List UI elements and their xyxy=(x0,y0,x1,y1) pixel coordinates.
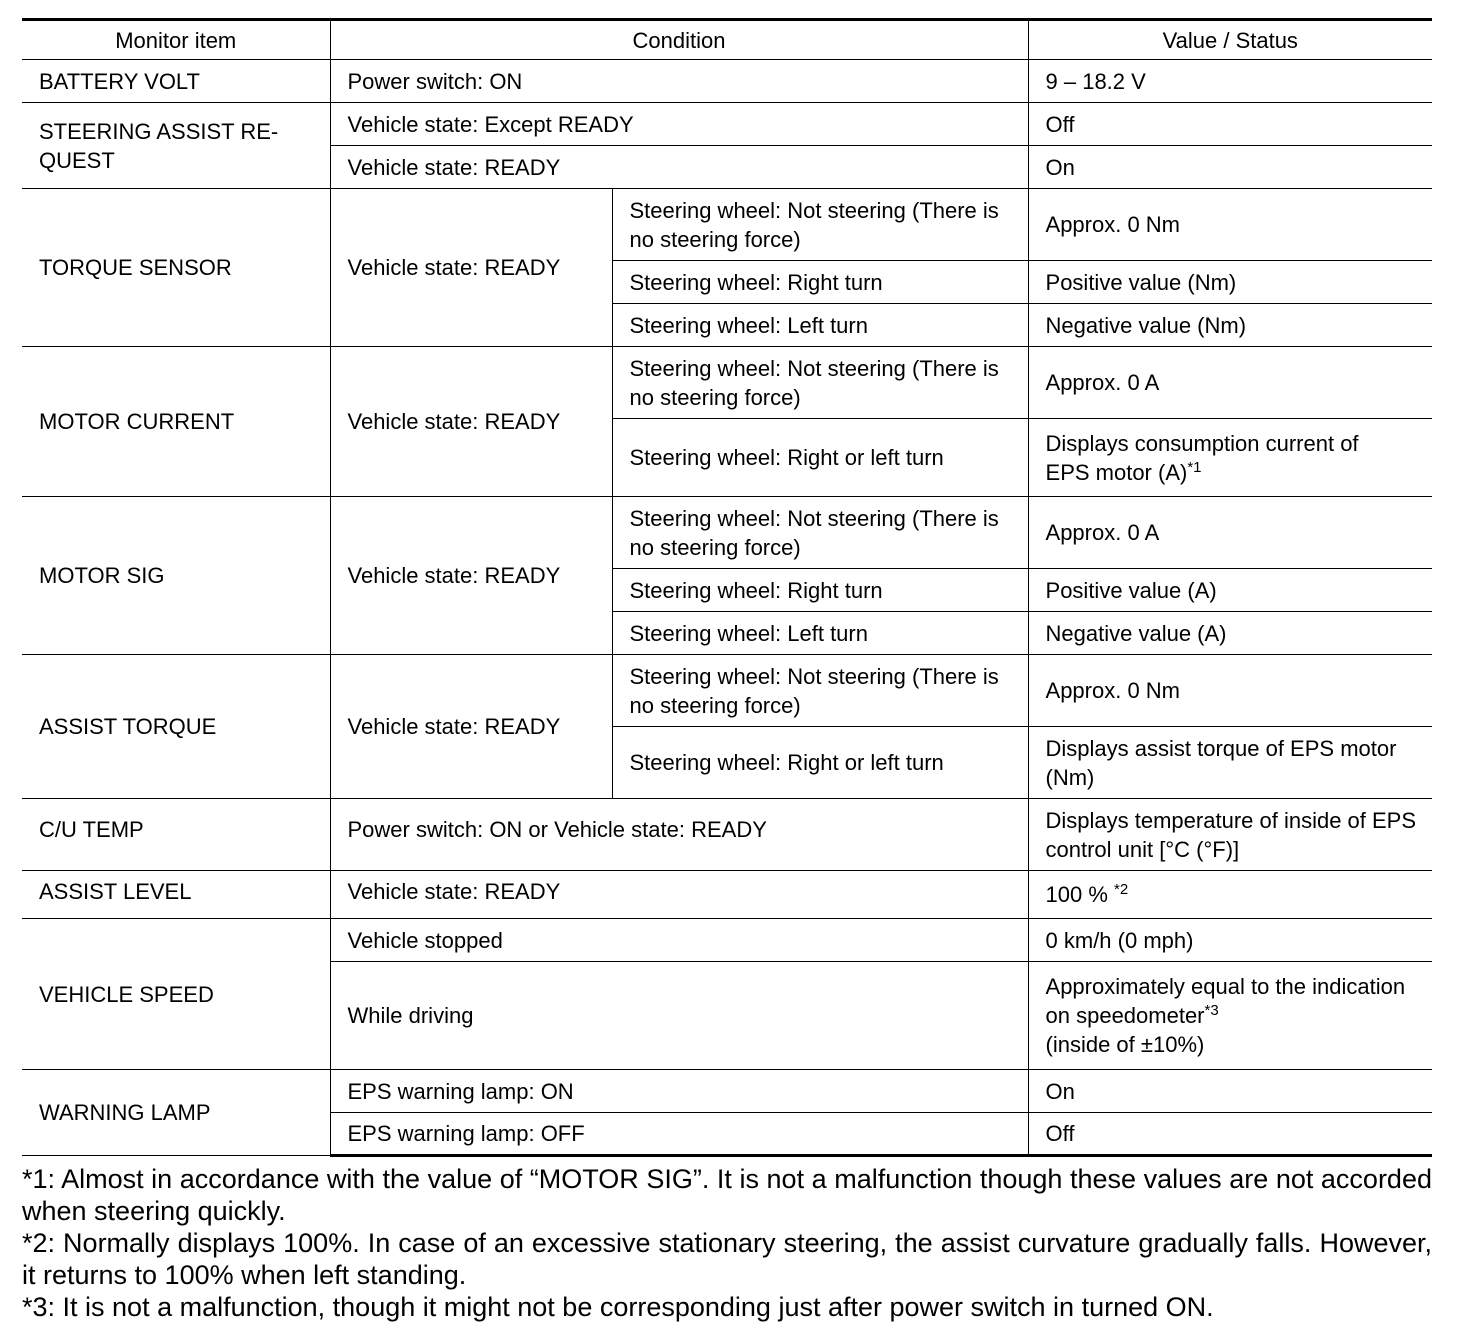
item-steering-assist-request xyxy=(22,103,330,189)
item-assist-level: ASSIST LEVEL xyxy=(22,871,330,919)
condition-cell: While driving xyxy=(330,962,1028,1070)
footnote-ref: *3 xyxy=(1204,1002,1219,1019)
header-monitor-item: Monitor item xyxy=(22,20,330,60)
table-row xyxy=(22,919,1432,962)
sub-condition-cell: Steering wheel: Right turn xyxy=(612,261,1028,304)
value-cell: Approx. 0 Nm xyxy=(1028,189,1432,261)
item-motor-current: MOTOR CURRENT xyxy=(22,347,330,497)
item-motor-sig: MOTOR SIG xyxy=(22,497,330,655)
value-cell: Negative value (A) xyxy=(1028,612,1432,655)
value-cell: Displays temperature of inside of EPS control unit [°C (°F)] xyxy=(1028,799,1432,871)
item-battery-volt: BATTERY VOLT xyxy=(22,60,330,103)
sub-condition-cell: Steering wheel: Not steering (There is no steering force) xyxy=(612,655,1028,727)
sub-condition-cell: Steering wheel: Not steering (There is no steering force) xyxy=(612,189,1028,261)
condition-cell: Vehicle state: READY xyxy=(330,347,612,497)
table-row xyxy=(22,799,1432,871)
footnotes xyxy=(22,1163,1432,1323)
condition-cell: Vehicle state: READY xyxy=(330,871,1028,919)
value-line: (inside of ±10%) xyxy=(1045,1032,1205,1057)
sub-condition-cell: Steering wheel: Left turn xyxy=(612,612,1028,655)
value-cell: 0 km/h (0 mph) xyxy=(1028,919,1432,962)
condition-cell: Vehicle state: READY xyxy=(330,189,612,347)
condition-cell: Vehicle state: READY xyxy=(330,146,1028,189)
value-cell: Positive value (A) xyxy=(1028,569,1432,612)
condition-cell: Vehicle state: READY xyxy=(330,655,612,799)
condition-cell: EPS warning lamp: OFF xyxy=(330,1113,1028,1156)
sub-condition-cell: Steering wheel: Left turn xyxy=(612,304,1028,347)
sub-condition-cell: Steering wheel: Not steering (There is no steering force) xyxy=(612,347,1028,419)
table-row xyxy=(22,347,1432,419)
monitor-document xyxy=(22,18,1432,1323)
value-cell xyxy=(1028,871,1432,919)
condition-cell: EPS warning lamp: ON xyxy=(330,1070,1028,1113)
footnote-1: *1: Almost in accordance with the value of “MOTOR SIG”. It is not a malfunction though these values are not accorded when steering quickly. xyxy=(22,1164,1432,1226)
value-cell: Positive value (Nm) xyxy=(1028,261,1432,304)
table-row xyxy=(22,60,1432,103)
sub-condition-cell: Steering wheel: Right turn xyxy=(612,569,1028,612)
item-warning-lamp: WARNING LAMP xyxy=(22,1070,330,1156)
table-row xyxy=(22,497,1432,569)
condition-cell: Power switch: ON or Vehicle state: READY xyxy=(330,799,1028,871)
header-value-status: Value / Status xyxy=(1028,20,1432,60)
value-cell: On xyxy=(1028,1070,1432,1113)
condition-cell: Vehicle stopped xyxy=(330,919,1028,962)
value-cell xyxy=(1028,962,1432,1070)
footnote-2: *2: Normally displays 100%. In case of an excessive stationary steering, the assist curvature gradually falls. However, it returns to 100% when left standing. xyxy=(22,1228,1432,1290)
value-line: on speedometer xyxy=(1045,1003,1205,1028)
value-text: 100 % xyxy=(1045,882,1108,907)
value-cell: On xyxy=(1028,146,1432,189)
condition-cell: Power switch: ON xyxy=(330,60,1028,103)
sub-condition-cell: Steering wheel: Right or left turn xyxy=(612,727,1028,799)
item-line: QUEST xyxy=(39,147,115,173)
value-cell: 9 – 18.2 V xyxy=(1028,60,1432,103)
footnote-ref: *1 xyxy=(1187,458,1202,476)
condition-cell: Vehicle state: READY xyxy=(330,497,612,655)
table-row xyxy=(22,189,1432,261)
item-vehicle-speed: VEHICLE SPEED xyxy=(22,919,330,1070)
header-condition: Condition xyxy=(330,20,1028,60)
header-row xyxy=(22,20,1432,60)
item-torque-sensor: TORQUE SENSOR xyxy=(22,189,330,347)
footnote-ref: *2 xyxy=(1114,881,1129,898)
value-cell: Approx. 0 A xyxy=(1028,347,1432,419)
value-cell: Off xyxy=(1028,1113,1432,1156)
item-line: STEERING ASSIST RE- xyxy=(39,118,279,144)
value-line: Approximately equal to the indication xyxy=(1045,974,1406,999)
table-row xyxy=(22,655,1432,727)
value-cell: Approx. 0 Nm xyxy=(1028,655,1432,727)
value-cell: Negative value (Nm) xyxy=(1028,304,1432,347)
item-assist-torque: ASSIST TORQUE xyxy=(22,655,330,799)
table-row xyxy=(22,103,1432,146)
value-line: EPS motor (A) xyxy=(1045,459,1188,485)
value-cell: Approx. 0 A xyxy=(1028,497,1432,569)
value-cell: Off xyxy=(1028,103,1432,146)
value-line: Displays consumption current of xyxy=(1045,430,1359,456)
value-cell: Displays assist torque of EPS motor (Nm) xyxy=(1028,727,1432,799)
footnote-3: *3: It is not a malfunction, though it might not be corresponding just after power switch in turned ON. xyxy=(22,1292,1214,1322)
table-row xyxy=(22,871,1432,919)
sub-condition-cell: Steering wheel: Right or left turn xyxy=(612,419,1028,497)
monitor-table xyxy=(22,18,1432,1157)
sub-condition-cell: Steering wheel: Not steering (There is no steering force) xyxy=(612,497,1028,569)
value-cell xyxy=(1028,419,1432,497)
table-row xyxy=(22,1070,1432,1113)
condition-cell: Vehicle state: Except READY xyxy=(330,103,1028,146)
item-cu-temp: C/U TEMP xyxy=(22,799,330,871)
